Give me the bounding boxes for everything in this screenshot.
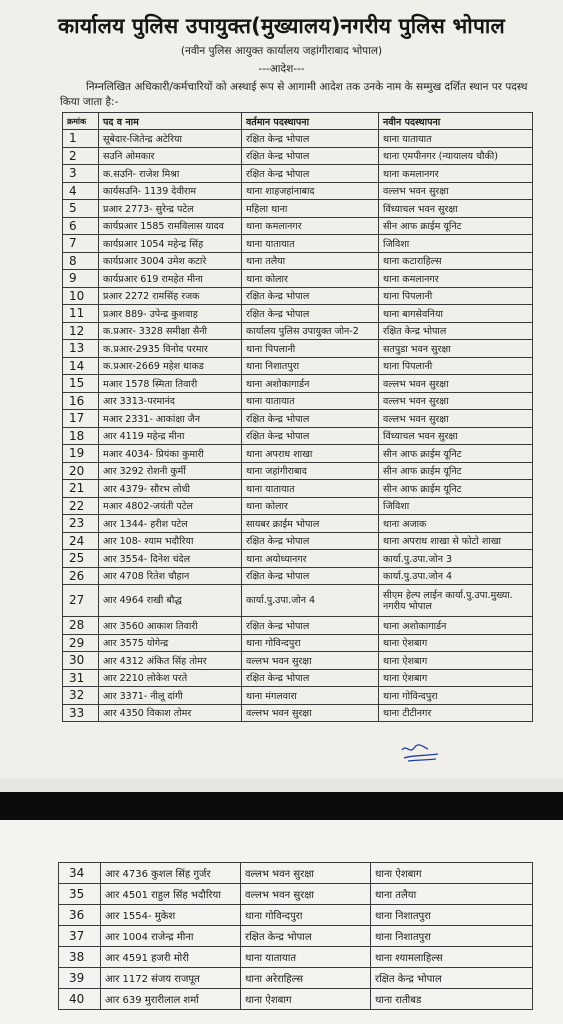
new-posting-cell: थाना अपराध शाखा से फोटो शाखा — [379, 532, 533, 550]
new-posting-cell: वल्लभ भवन सुरक्षा — [379, 375, 533, 393]
column-header: नवीन पदस्थापना — [379, 113, 533, 130]
table-row — [63, 357, 533, 375]
table-row — [63, 165, 533, 183]
signature-mark — [398, 742, 442, 764]
new-posting-cell: थाना निशातपुरा — [371, 905, 533, 926]
serial-number-cell: 27 — [63, 585, 99, 617]
new-posting-cell: सीन आफ क्राईम यूनिट — [379, 445, 533, 463]
current-posting-cell: वल्लभ भवन सुरक्षा — [242, 704, 379, 722]
name-cell: आर 4964 राखी बौद्ध — [99, 585, 242, 617]
serial-number-cell: 13 — [63, 340, 99, 358]
name-cell: आर 3371- नीलू दांगी — [99, 687, 242, 705]
table-row — [63, 652, 533, 670]
new-posting-cell: थाना ऐशबाग — [371, 863, 533, 884]
new-posting-cell: वल्लभ भवन सुरक्षा — [379, 410, 533, 428]
current-posting-cell: थाना अपराध शाखा — [242, 445, 379, 463]
table-row — [63, 305, 533, 323]
table-row — [63, 427, 533, 445]
table-row — [63, 687, 533, 705]
name-cell: आर 2210 लोकेश परते — [99, 669, 242, 687]
name-cell: क.प्रआर- 3328 समीक्षा सैनी — [99, 322, 242, 340]
current-posting-cell: रक्षित केन्द्र भोपाल — [242, 410, 379, 428]
transfer-table-continued — [58, 862, 533, 1010]
new-posting-cell: सीएम हेल्प लाईन कार्या.पु.उपा.मुख्या. नगरीय भोपाल — [379, 585, 533, 617]
new-posting-cell: थाना कटाराहिल्स — [379, 252, 533, 270]
serial-number-cell: 25 — [63, 550, 99, 568]
current-posting-cell: वल्लभ भवन सुरक्षा — [242, 652, 379, 670]
serial-number-cell: 20 — [63, 462, 99, 480]
column-header: क्रमांक — [63, 113, 99, 130]
current-posting-cell: वल्लभ भवन सुरक्षा — [241, 884, 371, 905]
current-posting-cell: रक्षित केन्द्र भोपाल — [242, 617, 379, 635]
current-posting-cell: थाना कमलानगर — [242, 217, 379, 235]
serial-number-cell: 4 — [63, 182, 99, 200]
serial-number-cell: 21 — [63, 480, 99, 498]
new-posting-cell: थाना टीटीनगर — [379, 704, 533, 722]
serial-number-cell: 40 — [59, 989, 101, 1010]
new-posting-cell: जिविशा — [379, 497, 533, 515]
new-posting-cell: वल्लभ भवन सुरक्षा — [379, 392, 533, 410]
table-row — [63, 480, 533, 498]
table-row — [63, 287, 533, 305]
serial-number-cell: 12 — [63, 322, 99, 340]
serial-number-cell: 22 — [63, 497, 99, 515]
new-posting-cell: सतपुडा भवन सुरक्षा — [379, 340, 533, 358]
new-posting-cell: थाना पिपलानी — [379, 357, 533, 375]
current-posting-cell: थाना ऐशबाग — [241, 989, 371, 1010]
new-posting-cell: थाना बागसेवनिया — [379, 305, 533, 323]
current-posting-cell: रक्षित केन्द्र भोपाल — [242, 567, 379, 585]
table-row — [63, 550, 533, 568]
new-posting-cell: थाना ऐशबाग — [379, 634, 533, 652]
new-posting-cell: थाना श्यामलाहिल्स — [371, 947, 533, 968]
new-posting-cell: थाना ऐशबाग — [379, 669, 533, 687]
table-row — [59, 989, 533, 1010]
current-posting-cell: थाना अशोकागार्डन — [242, 375, 379, 393]
serial-number-cell: 11 — [63, 305, 99, 323]
name-cell: कार्यसउनि- 1139 देवीराम — [99, 182, 242, 200]
table-row — [63, 704, 533, 722]
name-cell: सूबेदार-जितेन्द्र अटेरिया — [99, 130, 242, 148]
serial-number-cell: 17 — [63, 410, 99, 428]
serial-number-cell: 31 — [63, 669, 99, 687]
name-cell: कार्यप्रआर 619 रामहेत मीना — [99, 270, 242, 288]
table-row — [63, 669, 533, 687]
table-row — [63, 235, 533, 253]
current-posting-cell: थाना गोविन्दपुरा — [242, 634, 379, 652]
name-cell: कार्यप्रआर 1585 रामविलास यादव — [99, 217, 242, 235]
new-posting-cell: थाना एमपीनगर (न्यायालय चौकी) — [379, 147, 533, 165]
serial-number-cell: 7 — [63, 235, 99, 253]
current-posting-cell: रक्षित केन्द्र भोपाल — [242, 305, 379, 323]
name-cell: क.प्रआर-2669 महेश धाकड — [99, 357, 242, 375]
name-cell: प्रआर 2272 रामसिंह रजक — [99, 287, 242, 305]
name-cell: आर 4312 अंकित सिंह तोमर — [99, 652, 242, 670]
name-cell: आर 1004 राजेन्द्र मीना — [101, 926, 241, 947]
name-cell: आर 3292 रोशनी कुर्मी — [99, 462, 242, 480]
current-posting-cell: थाना यातायात — [242, 235, 379, 253]
table-row — [63, 217, 533, 235]
name-cell: आर 3560 आकाश तिवारी — [99, 617, 242, 635]
name-cell: प्रआर 2773- सुरेन्द्र पटेल — [99, 200, 242, 218]
table-row — [63, 497, 533, 515]
serial-number-cell: 28 — [63, 617, 99, 635]
table-row — [63, 567, 533, 585]
name-cell: आर 3313-परमानंद — [99, 392, 242, 410]
current-posting-cell: थाना अयोध्यानगर — [242, 550, 379, 568]
office-title: कार्यालय पुलिस उपायुक्त(मुख्यालय)नगरीय पुलिस भोपाल — [58, 14, 505, 38]
name-cell: आर 4119 महेन्द्र मीना — [99, 427, 242, 445]
document-page-2 — [0, 820, 563, 1024]
name-cell: आर 4591 हजरी मोरी — [101, 947, 241, 968]
serial-number-cell: 34 — [59, 863, 101, 884]
new-posting-cell: थाना गोविन्दपुरा — [379, 687, 533, 705]
name-cell: आर 4501 राहुल सिंह भदौरिया — [101, 884, 241, 905]
new-posting-cell: थाना कमलानगर — [379, 165, 533, 183]
table-row — [63, 515, 533, 533]
name-cell: आर 3575 योगेन्द्र — [99, 634, 242, 652]
serial-number-cell: 26 — [63, 567, 99, 585]
table-row — [59, 926, 533, 947]
name-cell: मआर 4034- प्रियंका कुमारी — [99, 445, 242, 463]
current-posting-cell: थाना मंगलवारा — [242, 687, 379, 705]
current-posting-cell: रक्षित केन्द्र भोपाल — [242, 532, 379, 550]
serial-number-cell: 36 — [59, 905, 101, 926]
current-posting-cell: रक्षित केन्द्र भोपाल — [242, 427, 379, 445]
serial-number-cell: 30 — [63, 652, 99, 670]
table-row — [63, 147, 533, 165]
name-cell: आर 108- श्याम भदौरिया — [99, 532, 242, 550]
name-cell: कार्यप्रआर 3004 उमेश कटारे — [99, 252, 242, 270]
current-posting-cell: सायबर क्राईम भोपाल — [242, 515, 379, 533]
table-row — [59, 863, 533, 884]
serial-number-cell: 16 — [63, 392, 99, 410]
table-row — [63, 410, 533, 428]
table-row — [59, 905, 533, 926]
serial-number-cell: 24 — [63, 532, 99, 550]
serial-number-cell: 8 — [63, 252, 99, 270]
table-row — [63, 270, 533, 288]
table-row — [63, 462, 533, 480]
current-posting-cell: थाना पिपलानी — [242, 340, 379, 358]
new-posting-cell: वल्लभ भवन सुरक्षा — [379, 182, 533, 200]
serial-number-cell: 3 — [63, 165, 99, 183]
new-posting-cell: थाना यातायात — [379, 130, 533, 148]
name-cell: आर 1554- मुकेश — [101, 905, 241, 926]
new-posting-cell: थाना कमलानगर — [379, 270, 533, 288]
new-posting-cell: कार्या.पु.उपा.जोन 4 — [379, 567, 533, 585]
serial-number-cell: 35 — [59, 884, 101, 905]
new-posting-cell: थाना पिपलानी — [379, 287, 533, 305]
new-posting-cell: सीन आफ क्राईम यूनिट — [379, 462, 533, 480]
new-posting-cell: थाना अजाक — [379, 515, 533, 533]
current-posting-cell: थाना जहांगीराबाद — [242, 462, 379, 480]
page-edge — [0, 778, 563, 792]
name-cell: आर 639 मुरारीलाल शर्मा — [101, 989, 241, 1010]
new-posting-cell: सीन आफ क्राईम यूनिट — [379, 217, 533, 235]
column-header: पद व नाम — [99, 113, 242, 130]
current-posting-cell: रक्षित केन्द्र भोपाल — [242, 287, 379, 305]
table-row — [63, 200, 533, 218]
name-cell: क.प्रआर-2935 विनोद परमार — [99, 340, 242, 358]
serial-number-cell: 33 — [63, 704, 99, 722]
name-cell: प्रआर 889- उपेन्द्र कुशवाह — [99, 305, 242, 323]
new-posting-cell: रक्षित केन्द्र भोपाल — [379, 322, 533, 340]
table-row — [59, 947, 533, 968]
new-posting-cell: कार्या.पु.उपा.जोन 3 — [379, 550, 533, 568]
current-posting-cell: थाना गोविन्दपुरा — [241, 905, 371, 926]
current-posting-cell: कार्या.पु.उपा.जोन 4 — [242, 585, 379, 617]
current-posting-cell: थाना तलैया — [242, 252, 379, 270]
serial-number-cell: 37 — [59, 926, 101, 947]
serial-number-cell: 14 — [63, 357, 99, 375]
table-row — [63, 130, 533, 148]
serial-number-cell: 29 — [63, 634, 99, 652]
name-cell: मआर 1578 स्मिता तिवारी — [99, 375, 242, 393]
name-cell: आर 1344- हरीश पटेल — [99, 515, 242, 533]
new-posting-cell: विंध्याचल भवन सुरक्षा — [379, 200, 533, 218]
table-row — [63, 634, 533, 652]
current-posting-cell: थाना कोलार — [242, 270, 379, 288]
name-cell: मआर 2331- आकांक्षा जैन — [99, 410, 242, 428]
table-row — [63, 340, 533, 358]
office-address: (नवीन पुलिस आयुक्त कार्यालय जहांगीराबाद भोपाल) — [180, 45, 383, 57]
new-posting-cell: जिविशा — [379, 235, 533, 253]
current-posting-cell: महिला थाना — [242, 200, 379, 218]
table-row — [63, 617, 533, 635]
table-row — [59, 884, 533, 905]
name-cell: कार्यप्रआर 1054 महेन्द्र सिंह — [99, 235, 242, 253]
serial-number-cell: 19 — [63, 445, 99, 463]
new-posting-cell: थाना निशातपुरा — [371, 926, 533, 947]
serial-number-cell: 2 — [63, 147, 99, 165]
name-cell: आर 4350 विकाश तोमर — [99, 704, 242, 722]
name-cell: आर 1172 संजय राजपूत — [101, 968, 241, 989]
name-cell: आर 3554- दिनेश चंदेल — [99, 550, 242, 568]
new-posting-cell: थाना अशोकागार्डन — [379, 617, 533, 635]
name-cell: सउनि ओमकार — [99, 147, 242, 165]
table-row — [63, 532, 533, 550]
new-posting-cell: थाना तलैया — [371, 884, 533, 905]
serial-number-cell: 32 — [63, 687, 99, 705]
current-posting-cell: रक्षित केन्द्र भोपाल — [242, 165, 379, 183]
current-posting-cell: वल्लभ भवन सुरक्षा — [241, 863, 371, 884]
table-row — [63, 445, 533, 463]
name-cell: आर 4379- सौरभ लोधी — [99, 480, 242, 498]
table-row — [63, 392, 533, 410]
current-posting-cell: थाना अरेराहिल्स — [241, 968, 371, 989]
current-posting-cell: रक्षित केन्द्र भोपाल — [242, 147, 379, 165]
name-cell: मआर 4802-जयंती पटेल — [99, 497, 242, 515]
order-heading: ---आदेश--- — [258, 63, 305, 75]
table-row — [63, 252, 533, 270]
table-row — [63, 375, 533, 393]
current-posting-cell: थाना यातायात — [241, 947, 371, 968]
current-posting-cell: रक्षित केन्द्र भोपाल — [242, 669, 379, 687]
serial-number-cell: 18 — [63, 427, 99, 445]
serial-number-cell: 38 — [59, 947, 101, 968]
column-header: वर्तमान पदस्थापना — [242, 113, 379, 130]
current-posting-cell: थाना कोलार — [242, 497, 379, 515]
current-posting-cell: थाना यातायात — [242, 480, 379, 498]
new-posting-cell: रक्षित केन्द्र भोपाल — [371, 968, 533, 989]
table-row — [59, 968, 533, 989]
serial-number-cell: 23 — [63, 515, 99, 533]
serial-number-cell: 5 — [63, 200, 99, 218]
new-posting-cell: विंध्याचल भवन सुरक्षा — [379, 427, 533, 445]
new-posting-cell: थाना ऐशबाग — [379, 652, 533, 670]
new-posting-cell: थाना रातीबड — [371, 989, 533, 1010]
serial-number-cell: 6 — [63, 217, 99, 235]
table-row — [63, 182, 533, 200]
serial-number-cell: 15 — [63, 375, 99, 393]
new-posting-cell: सीन आफ क्राईम यूनिट — [379, 480, 533, 498]
current-posting-cell: कार्यालय पुलिस उपायुक्त जोन-2 — [242, 322, 379, 340]
name-cell: क.सउनि- राजेश मिश्रा — [99, 165, 242, 183]
serial-number-cell: 1 — [63, 130, 99, 148]
name-cell: आर 4708 रितेश चौहान — [99, 567, 242, 585]
current-posting-cell: थाना यातायात — [242, 392, 379, 410]
serial-number-cell: 10 — [63, 287, 99, 305]
current-posting-cell: रक्षित केन्द्र भोपाल — [241, 926, 371, 947]
table-row — [63, 322, 533, 340]
current-posting-cell: थाना निशातपुरा — [242, 357, 379, 375]
transfer-table — [62, 112, 533, 722]
table-row — [63, 585, 533, 617]
serial-number-cell: 39 — [59, 968, 101, 989]
current-posting-cell: थाना शाहजहांनाबाद — [242, 182, 379, 200]
name-cell: आर 4736 कुशल सिंह गुर्जर — [101, 863, 241, 884]
current-posting-cell: रक्षित केन्द्र भोपाल — [242, 130, 379, 148]
intro-paragraph: निम्नलिखित अधिकारी/कर्मचारियों को अस्थाई रूप से आगामी आदेश तक उनके नाम के सम्मुख दर्शित स्थान पर पदस्थ किया जाता है:- — [60, 81, 528, 108]
serial-number-cell: 9 — [63, 270, 99, 288]
table-header-row — [63, 113, 533, 130]
